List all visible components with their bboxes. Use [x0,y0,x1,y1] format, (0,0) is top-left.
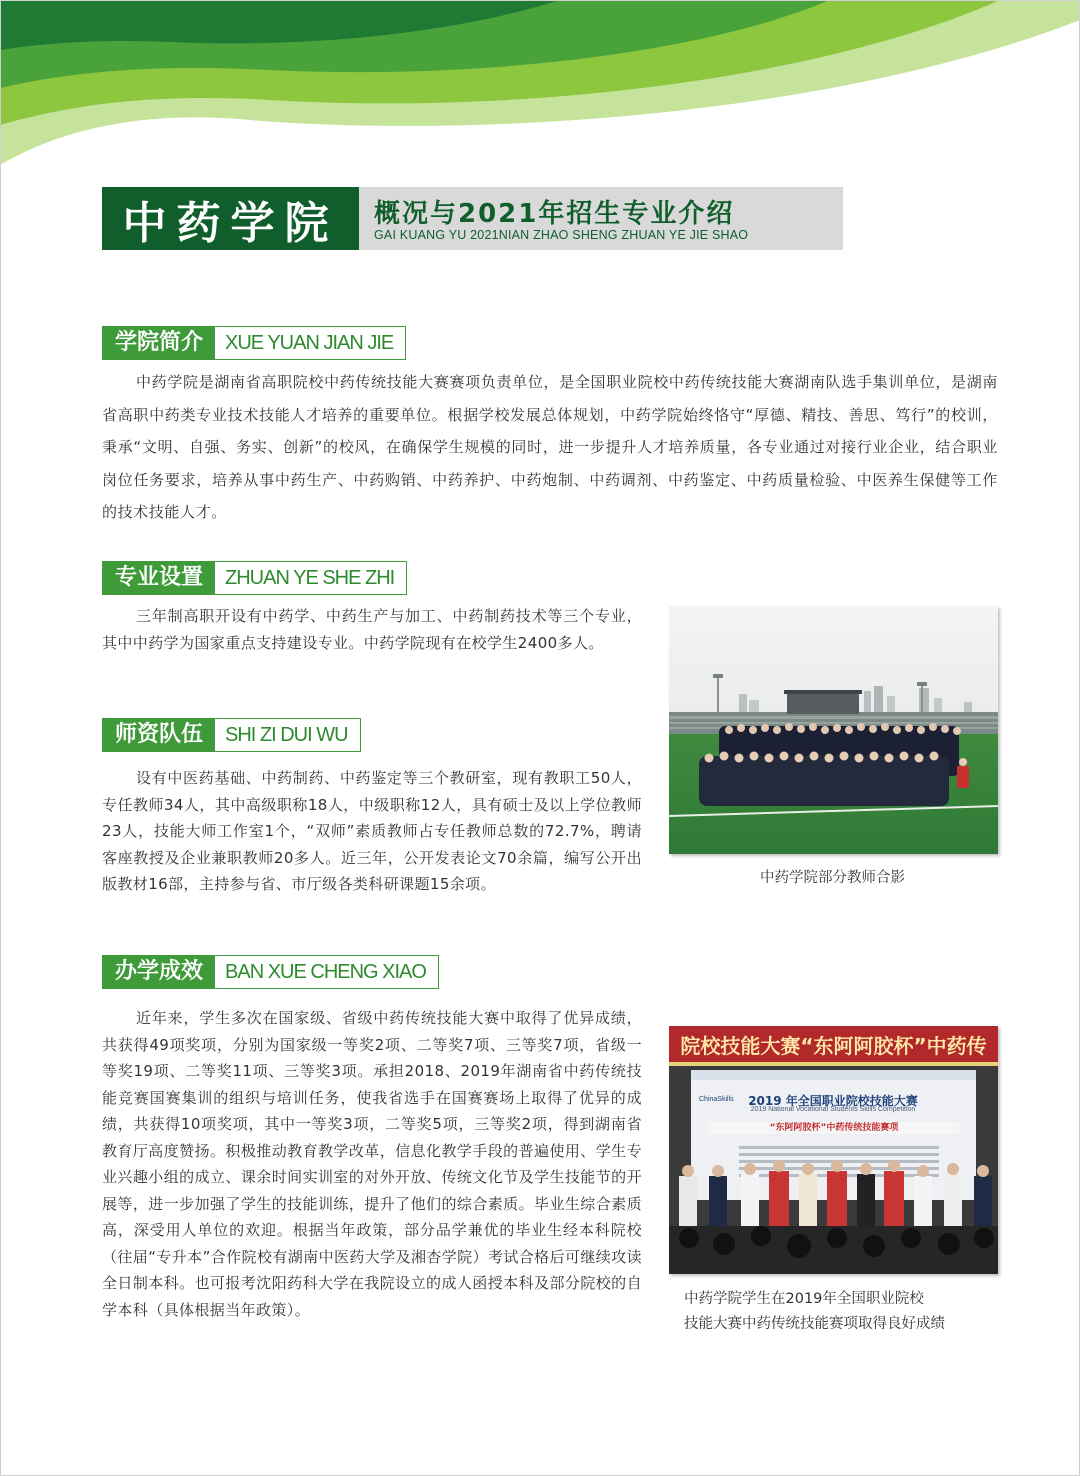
section-title: 师资队伍 [103,719,215,751]
board-subtitle: “东阿阿胶杯”中药传统技能赛项 [769,1123,899,1133]
competition-caption-line2: 技能大赛中药传统技能赛项取得良好成绩 [684,1316,945,1332]
section-text-achievements: 近年来，学生多次在国家级、省级中药传统技能大赛中取得了优异成绩，共获得49项奖项，分别为国家级一等奖2项、二等奖7项、三等奖7项，省级一等奖19项、二等奖11项、三等奖3项。承担2018、2019年湖南省中药传统技能竞赛国赛集训的组织与培训任务，使我省选手在国赛赛场上取得了优异的成绩，共获得10项奖项，其中一等奖3项，二等奖5项，三等奖2项，得到湖南省教育厅高度赞扬。积极推动教育教学改革，信息化教学手段的普遍使用、学生专业兴趣小组的成立、课余时间实训室的对外开放、传统文化节及学生技能节的开展等，进一步加强了学生的技能训练，提升了他们的综合素质。毕业生综合素质高，深受用人单位的欢迎。根据当年政策，部分品学兼优的毕业生经本科院校（往届“专升本”合作院校有湖南中医药大学及湘杏学院）考试合格后可继续攻读全日制本科。也可报考沈阳药科大学在我院设立的成人函授本科及部分院校的自学本科（具体根据当年政策）。 [102,1009,642,1319]
board-english: 2019 National Vocational Students Skills Competition [750,1106,916,1113]
competition-caption-line1: 中药学院学生在2019年全国职业院校 [684,1291,924,1307]
board-title: 2019 年全国职业院校技能大赛 [748,1094,918,1108]
section-text-faculty: 设有中医药基础、中药制药、中药鉴定等三个教研室，现有教职工50人，专任教师34人，其中高级职称18人，中级职称12人，具有硕士及以上学位教师23人，技能大师工作室1个，“双师”素质教师占专任教师总数的72.7%，聘请客座教授及企业兼职教师20多人。近三年，公开发表论文70余篇，编写公开出版教材16部，主持参与省、市厅级各类科研课题15余项。 [102,769,642,893]
faculty-group-photo [669,606,998,854]
section-header-faculty [102,718,361,752]
page-title: 中药学院 [122,197,339,249]
section-title: 专业设置 [103,562,215,594]
section-header-intro [102,326,406,360]
event-banner-text: 院校技能大赛“东阿阿胶杯”中药传 [680,1034,987,1058]
section-header-majors [102,561,407,595]
header-swoosh-decoration [0,0,1080,200]
faculty-photo-caption: 中药学院部分教师合影 [760,870,905,886]
page-subtitle-pinyin: GAI KUANG YU 2021NIAN ZHAO SHENG ZHUAN YE JIE SHAO [374,228,749,242]
competition-photo-caption [684,1287,945,1337]
section-title: 办学成效 [103,956,215,988]
section-text-intro: 中药学院是湖南省高职院校中药传统技能大赛赛项负责单位，是全国职业院校中药传统技能大赛湖南队选手集训单位，是湖南省高职中药类专业技术技能人才培养的重要单位。根据学校发展总体规划，中药学院始终恪守“厚德、精技、善思、笃行”的校训，秉承“文明、自强、务实、创新”的校风，在确保学生规模的同时，进一步提升人才培养质量，各专业通过对接行业企业，结合职业岗位任务要求，培养从事中药生产、中药购销、中药养护、中药炮制、中药调剂、中药鉴定、中药质量检验、中医养生保健等工作的技术技能人才。 [102,373,998,521]
header-banner [102,187,843,250]
section-title-pinyin: ZHUAN YE SHE ZHI [225,567,395,589]
section-title: 学院简介 [103,327,215,359]
section-text-majors: 三年制高职开设有中药学、中药生产与加工、中药制药技术等三个专业，其中中药学为国家重点支持建设专业。中药学院现有在校学生2400多人。 [102,607,642,652]
chinaskills-logo: ChinaSkills [699,1096,734,1103]
banner-title-box [102,187,359,250]
section-title-pinyin: SHI ZI DUI WU [225,724,348,746]
page-subtitle: 概况与2021年招生专业介绍 [374,199,735,229]
section-header-achievements [102,955,439,989]
section-title-pinyin: BAN XUE CHENG XIAO [225,961,426,983]
section-title-pinyin: XUE YUAN JIAN JIE [225,332,394,354]
competition-award-photo [669,1026,998,1274]
